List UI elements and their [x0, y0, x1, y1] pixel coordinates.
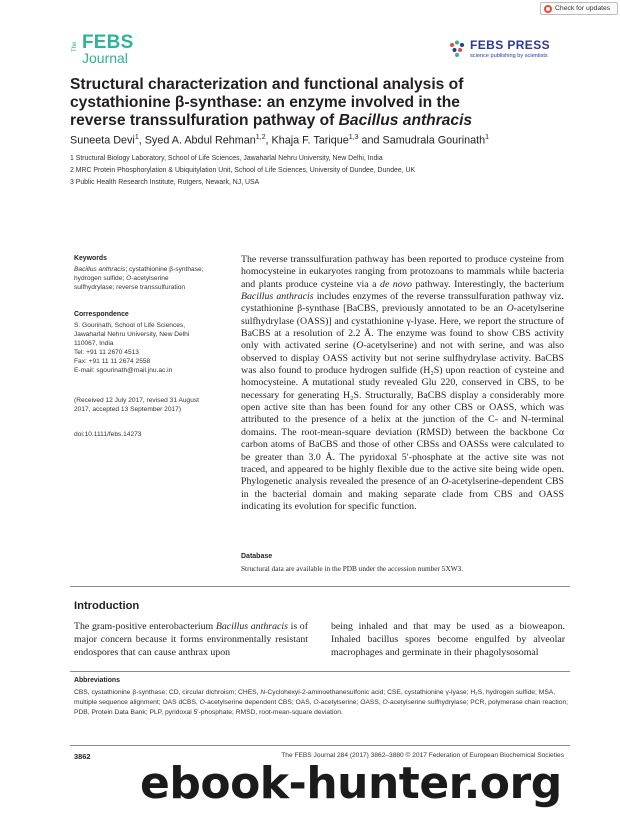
intro-text: The gram-positive enterobacterium [74, 621, 216, 632]
page-number: 3862 [74, 752, 91, 761]
author-separator: , [138, 134, 145, 147]
keyword-italic: O [126, 275, 132, 282]
correspondence-line: S. Gourinath, School of Life Sciences, [74, 322, 186, 329]
abstract-italic: Bacillus anthracis [241, 291, 314, 303]
correspondence-line: Jawaharlal Nehru University, New Delhi [74, 331, 190, 338]
publisher-name: FEBS PRESS [470, 38, 551, 52]
affiliation: 3 Public Health Research Institute, Rutgers, Newark, NJ, USA [70, 179, 260, 186]
abstract-text: -acetylserine sulfhydrylase (OASS)] and cystathionine γ-lyase. Here, we report the structure of BaCBS at a resolution of 2.2 Å. The enzyme was found to show CBS activity only with activated serine ( [241, 303, 564, 352]
abstract-italic: de novo [380, 278, 412, 290]
keywords-text [74, 265, 234, 292]
database-text: Structural data are available in the PDB under the accession number 5XW3. [241, 564, 464, 573]
febs-journal-logo [70, 32, 150, 70]
abbr-italic: O [382, 698, 388, 706]
abstract-italic: O [506, 303, 514, 315]
correspondence-email[interactable]: E-mail: sgourinath@mail.jnu.ac.in [74, 367, 173, 374]
author-name: Samudrala Gourinath [382, 134, 486, 147]
title-line-3: reverse transsulfuration pathway of [70, 112, 339, 129]
abbr-italic: O [313, 698, 319, 706]
abbr-text: -Cyclohexyl-2-aminoethanesulfonic acid; CSE, cystathionine γ-lyase; H₂S, hydrogen sulfide; MSA, multiple sequence alignment; OAS dCBS, [74, 689, 556, 706]
title-line-2: cystathionine β-synthase: an enzyme involved in the [70, 94, 460, 111]
watermark: ebook-hunter.org [140, 758, 562, 809]
footer-divider [70, 745, 570, 746]
author-name: Khaja F. Tarique [271, 134, 349, 147]
title-species: Bacillus anthracis [338, 112, 473, 129]
introduction-heading: Introduction [74, 600, 140, 612]
author-name: Suneeta Devi [70, 134, 135, 147]
abbreviations-heading: Abbreviations [74, 677, 120, 684]
abbreviations-divider [70, 671, 570, 672]
affiliation: 2 MRC Protein Phosphorylation & Ubiquitylation Unit, School of Life Sciences, University of Dundee, Dundee, UK [70, 167, 416, 174]
abstract-italic: O [441, 476, 449, 488]
author-affiliation-marker: 1 [134, 134, 139, 141]
abbr-italic: N [260, 689, 266, 696]
febs-press-dots-icon [448, 39, 468, 59]
correspondence-line: 110067, India [74, 340, 114, 347]
dates-line: (Received 12 July 2017, revised 31 August [74, 397, 199, 404]
doi-link[interactable]: doi:10.1111/febs.14273 [74, 431, 142, 438]
introduction-column-left [74, 620, 308, 659]
journal-logo-brand: FEBS [82, 32, 134, 53]
author-name: Syed A. Abdul Rehman [144, 134, 256, 147]
abbreviations-text [74, 688, 570, 718]
author-separator: , [265, 134, 272, 147]
journal-logo-prefix: The [72, 41, 78, 52]
journal-logo-name: Journal [82, 50, 128, 66]
update-icon [544, 5, 552, 13]
dates-line: 2017, accepted 13 September 2017) [74, 406, 182, 413]
intro-text: is of major concern because it forms environmentally resistant endospores that can cause anthrax upon [74, 621, 308, 659]
title-line-1: Structural characterization and functional analysis of [70, 76, 464, 93]
abbr-italic: O [199, 698, 205, 706]
abbr-text: -acetylserine; OASS, [318, 698, 383, 706]
check-for-updates-label: Check for updates [555, 5, 611, 12]
correspondence-text [74, 321, 234, 375]
author-list [70, 134, 590, 147]
database-heading: Database [241, 553, 273, 560]
correspondence-line: Fax: +91 11 11 2674 2558 [74, 358, 151, 365]
footer-citation: The FEBS Journal 284 (2017) 3862–3880 © 2017 Federation of European Biochemical Societies [281, 752, 564, 759]
abbr-text: -acetylserine dependent CBS; OAS, [204, 698, 314, 706]
correspondence-line: Tel: +91 11 2670 4513 [74, 349, 139, 356]
keyword-line: sulfhydrylase; reverse transsulfuration [74, 284, 186, 291]
affiliation: 1 Structural Biology Laboratory, School of Life Sciences, Jawaharlal Nehru University, New Delhi, India [70, 155, 383, 162]
keyword-line: hydrogen sulfide; [74, 275, 127, 282]
abbr-text: -acetylserine sulfhydrylase; PCR, polymerase chain reaction; PDB, Protein Data Bank; PLP, pyridoxal 5′-phosphate; RMSD, root-mean-square deviation. [74, 698, 569, 716]
keywords-heading: Keywords [74, 255, 107, 262]
abstract-text: includes enzymes of the reverse transsulfuration pathway viz. cystathionine β-synthase [BaCBS, previously annotated to be an [241, 291, 564, 315]
abbr-text: CBS, cystathionine β-synthase; CD, circular dichroism; CHES, [74, 689, 261, 696]
publisher-tagline: science publishing by scientists [470, 53, 548, 59]
abstract [241, 254, 564, 513]
keyword-species: Bacillus anthracis [74, 266, 126, 273]
abstract-text: -acetylserine) and not with serine, and was also observed to display OASS activity but not serine sulfhydrylase activity. BaCBS was also found to produce hydrogen sulfide (H₂S) upon reaction of cysteine and homocysteine. A mutational study revealed Glu 220, conserved in CBS, to be necessary for generating H₂S. Structurally, BaCBS display a considerably more open active site than has been found for any other CBS or OASS, which was attributed to the presence of a helix at the junction of the C- and N-terminal domains. The root-mean-square deviation (RMSD) between the backbone Cα carbon atoms of BaCBS and those of other CBSs and OASSs were calculated to be greater than 3.0 Å. The pyridoxal 5′-phosphate at the active site was not traced, and appeared to be highly flexible due to the active site being wide open. Phylogenetic analysis revealed the presence of an [241, 340, 564, 488]
author-affiliation-marker: 1,2 [255, 134, 266, 141]
check-for-updates-button[interactable] [540, 2, 618, 15]
abstract-text: The reverse transsulfuration pathway has been reported to produce cysteine from homocysteine in eukaryotes ranging from protozoans to mammals while bacteria and plants produce cysteine via a [241, 254, 564, 290]
keyword-line: ; cystathionine β-synthase; [125, 266, 204, 273]
author-conjunction: and [358, 134, 383, 147]
intro-italic: Bacillus anthracis [215, 621, 288, 632]
abstract-text: pathway. Interestingly, the bacterium [411, 278, 565, 290]
correspondence-heading: Correspondence [74, 311, 129, 318]
section-divider [70, 586, 570, 587]
received-dates [74, 396, 234, 414]
introduction-column-right: being inhaled and that may be used as a bioweapon. Inhaled bacillus spores become engulfed by alveolar macrophages and germinate in their phagolysosomal [331, 621, 565, 659]
author-affiliation-marker: 1,3 [348, 134, 359, 141]
febs-press-logo [448, 36, 578, 66]
author-affiliation-marker: 1 [485, 134, 490, 141]
keyword-line: -acetylserine [131, 275, 169, 282]
abstract-italic: O [356, 340, 364, 352]
abstract-text: -acetylserine-dependent CBS in the bacterial domain and making separate clade from CBS and OASS indicating its evolution for specific function. [241, 476, 564, 512]
article-title [70, 76, 570, 130]
